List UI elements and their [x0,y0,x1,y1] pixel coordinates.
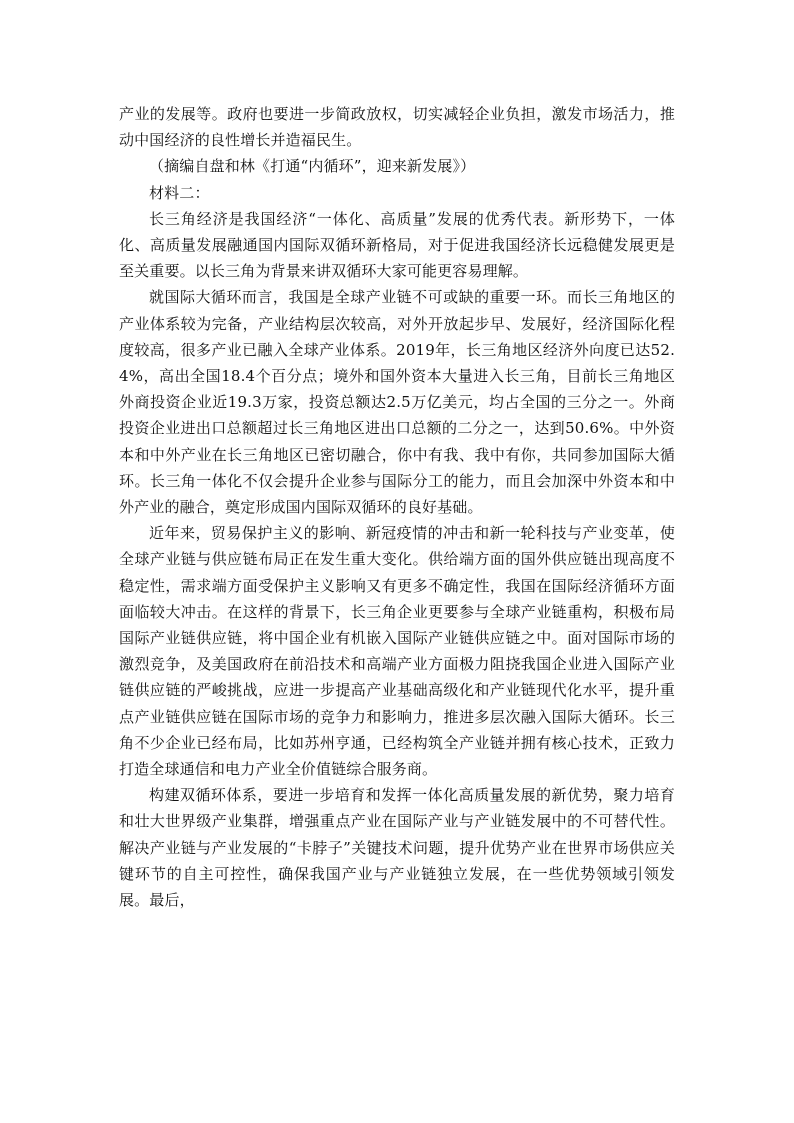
document-body [119,101,675,913]
paragraph-recent-changes: 近年来，贸易保护主义的影响、新冠疫情的冲击和新一轮科技与产业变革，使全球产业链与供应链布局正在发生重大变化。供给端方面的国外供应链出现高度不稳定性，需求端方面受保护主义影响又有更多不确定性，我国在国际经济循环方面面临较大冲击。在这样的背景下，长三角企业更要参与全球产业链重构，积极布局国际产业链供应链，将中国企业有机嵌入国际产业链供应链之中。面对国际市场的激烈竞争，及美国政府在前沿技术和高端产业方面极力阻挠我国企业进入国际产业链供应链的严峻挑战，应进一步提高产业基础高级化和产业链现代化水平，提升重点产业链供应链在国际市场的竞争力和影响力，推进多层次融入国际大循环。长三角不少企业已经布局，比如苏州亨通，已经构筑全产业链并拥有核心技术，正致力打造全球通信和电力产业全价值链综合服务商。 [119,524,675,779]
paragraph-intro: 长三角经济是我国经济“一体化、高质量”发展的优秀代表。新形势下，一体化、高质量发展融通国内国际双循环新格局，对于促进我国经济长远稳健发展更是至关重要。以长三角为背景来讲双循环大家可能更容易理解。 [119,209,675,281]
paragraph-international-cycle: 就国际大循环而言，我国是全球产业链不可或缺的重要一环。而长三角地区的产业体系较为完备，产业结构层次较高，对外开放起步早、发展好，经济国际化程度较高，很多产业已融入全球产业体系。2019年，长三角地区经济外向度已达52.4%，高出全国18.4个百分点；境外和国外资本大量进入长三角，目前长三角地区外商投资企业近19.3万家，投资总额达2.5万亿美元，均占全国的三分之一。外商投资企业进出口总额超过长三角地区进出口总额的二分之一，达到50.6%。中外资本和中外产业在长三角地区已密切融合，你中有我、我中有你，共同参加国际大循环。长三角一体化不仅会提升企业参与国际分工的能力，而且会加深中外资本和中外产业的融合，奠定形成国内国际双循环的良好基础。 [119,288,675,517]
source-citation: （摘编自盘和林《打通“内循环”，迎来新发展》） [149,157,476,176]
paragraph-dual-cycle: 构建双循环体系，要进一步培育和发挥一体化高质量发展的新优势，聚力培育和壮大世界级产业集群，增强重点产业在国际产业与产业链发展中的不可替代性。解决产业链与产业发展的“卡脖子”关键技术问题，提升优势产业在世界市场供应关键环节的自主可控性，确保我国产业与产业链独立发展，在一些优势领域引领发展。最后， [119,786,675,910]
material-heading: 材料二： [149,183,210,202]
paragraph-continuation: 产业的发展等。政府也要进一步简政放权，切实减轻企业负担，激发市场活力，推动中国经济的良性增长并造福民生。 [119,105,675,150]
